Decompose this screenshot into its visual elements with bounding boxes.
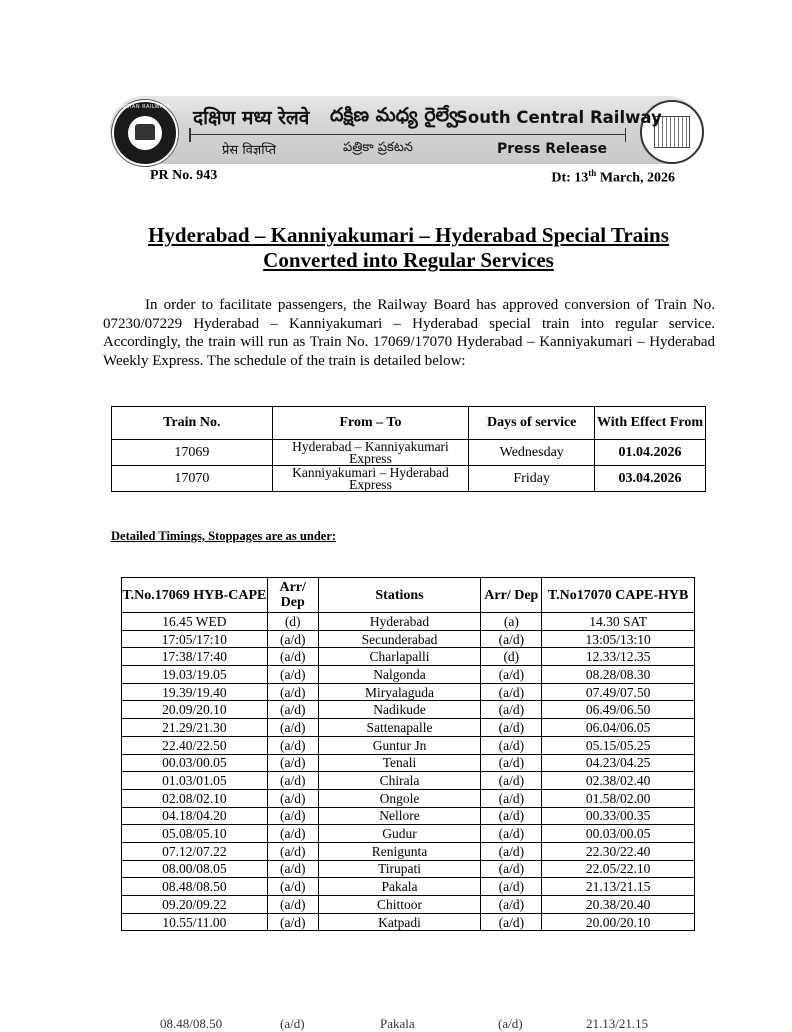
- telugu-railway-name: దక్షిణ మధ్య రైల్వే: [330, 104, 458, 126]
- up-arr-dep-cell: (a/d): [481, 736, 542, 754]
- table-row: [122, 613, 695, 631]
- table-row: [122, 630, 695, 648]
- down-arr-dep-cell: (a/d): [267, 807, 318, 825]
- down-time-cell: 02.08/02.10: [122, 789, 268, 807]
- up-arr-dep-cell: (a/d): [481, 630, 542, 648]
- table-row: [122, 701, 695, 719]
- down-arr-dep-cell: (a/d): [267, 860, 318, 878]
- up-time-cell: 07.49/07.50: [542, 683, 695, 701]
- station-cell: Miryalaguda: [318, 683, 481, 701]
- station-cell: Charlapalli: [318, 648, 481, 666]
- up-time-cell: 04.23/04.25: [542, 754, 695, 772]
- header-from-to: From – To: [272, 407, 469, 440]
- up-arr-dep-cell: (a): [481, 613, 542, 631]
- header-down-train: T.No.17069 HYB-CAPE: [122, 578, 268, 613]
- down-time-cell: 10.55/11.00: [122, 913, 268, 931]
- telugu-press-release: పత్రికా ప్రకటన: [343, 140, 414, 155]
- table-row: [112, 440, 706, 466]
- down-arr-dep-cell: (d): [267, 613, 318, 631]
- station-cell: Pakala: [318, 878, 481, 896]
- down-time-cell: 08.00/08.05: [122, 860, 268, 878]
- timings-table-header: [122, 578, 695, 613]
- cutoff-text: Pakala: [380, 1016, 415, 1031]
- header-effect-from: With Effect From: [595, 407, 706, 440]
- from-to-cell: Hyderabad – Kanniyakumari Express: [272, 440, 469, 466]
- down-arr-dep-cell: (a/d): [267, 736, 318, 754]
- up-time-cell: 01.58/02.00: [542, 789, 695, 807]
- hindi-railway-name: दक्षिण मध्य रेलवे: [193, 107, 310, 129]
- table-row: [122, 666, 695, 684]
- station-cell: Renigunta: [318, 842, 481, 860]
- up-time-cell: 21.13/21.15: [542, 878, 695, 896]
- down-arr-dep-cell: (a/d): [267, 825, 318, 843]
- up-arr-dep-cell: (a/d): [481, 807, 542, 825]
- cutoff-text: (a/d): [498, 1016, 523, 1031]
- table-row: [122, 754, 695, 772]
- down-time-cell: 07.12/07.22: [122, 842, 268, 860]
- up-time-cell: 06.49/06.50: [542, 701, 695, 719]
- timings-heading: Detailed Timings, Stoppages are as under:: [111, 529, 337, 543]
- header-arr-dep-up: Arr/ Dep: [481, 578, 542, 613]
- press-release-number: PR No. 943: [150, 168, 218, 183]
- station-cell: Chirala: [318, 772, 481, 790]
- up-arr-dep-cell: (a/d): [481, 666, 542, 684]
- down-time-cell: 19.03/19.05: [122, 666, 268, 684]
- station-cell: Nadikude: [318, 701, 481, 719]
- station-cell: Secunderabad: [318, 630, 481, 648]
- press-release-date: Dt: 13th March, 2026: [551, 168, 675, 186]
- table-row: [112, 466, 706, 492]
- header-train-no: Train No.: [112, 407, 273, 440]
- up-time-cell: 05.15/05.25: [542, 736, 695, 754]
- table-row: [122, 648, 695, 666]
- down-arr-dep-cell: (a/d): [267, 842, 318, 860]
- up-time-cell: 02.38/02.40: [542, 772, 695, 790]
- down-time-cell: 20.09/20.10: [122, 701, 268, 719]
- up-arr-dep-cell: (a/d): [481, 719, 542, 737]
- timings-table: [121, 577, 695, 931]
- up-arr-dep-cell: (a/d): [481, 842, 542, 860]
- station-cell: Sattenapalle: [318, 719, 481, 737]
- up-time-cell: 12.33/12.35: [542, 648, 695, 666]
- down-arr-dep-cell: (a/d): [267, 701, 318, 719]
- station-cell: Nalgonda: [318, 666, 481, 684]
- up-arr-dep-cell: (a/d): [481, 772, 542, 790]
- indian-railways-logo-icon: [112, 100, 178, 166]
- table-row: [122, 807, 695, 825]
- up-arr-dep-cell: (a/d): [481, 825, 542, 843]
- table-row: [122, 860, 695, 878]
- station-cell: Tenali: [318, 754, 481, 772]
- up-arr-dep-cell: (d): [481, 648, 542, 666]
- station-cell: Nellore: [318, 807, 481, 825]
- banner-divider: [190, 134, 625, 135]
- station-cell: Gudur: [318, 825, 481, 843]
- days-cell: Friday: [469, 466, 595, 492]
- down-arr-dep-cell: (a/d): [267, 878, 318, 896]
- up-time-cell: 22.30/22.40: [542, 842, 695, 860]
- up-arr-dep-cell: (a/d): [481, 860, 542, 878]
- down-time-cell: 00.03/00.05: [122, 754, 268, 772]
- down-time-cell: 16.45 WED: [122, 613, 268, 631]
- header-arr-dep-down: Arr/ Dep: [267, 578, 318, 613]
- table-row: [122, 736, 695, 754]
- header-days: Days of service: [469, 407, 595, 440]
- header-up-train: T.No17070 CAPE-HYB: [542, 578, 695, 613]
- station-cell: Tirupati: [318, 860, 481, 878]
- service-table: [111, 406, 706, 492]
- cutoff-text: 21.13/21.15: [586, 1016, 649, 1031]
- down-arr-dep-cell: (a/d): [267, 666, 318, 684]
- down-arr-dep-cell: (a/d): [267, 772, 318, 790]
- body-paragraph: In order to facilitate passengers, the Railway Board has approved conversion of Train No. 07230/07229 Hyderabad – Kanniyakumari – Hyderabad special train into regular service. Accordingly, the train will run as Train No. 17069/17070 Hyderabad – Kanniyakumari – Hyderabad Weekly Express. The schedule of the train is detailed below:: [103, 297, 715, 369]
- station-cell: Chittoor: [318, 896, 481, 914]
- from-to-cell: Kanniyakumari – Hyderabad Express: [272, 466, 469, 492]
- up-time-cell: 20.00/20.10: [542, 913, 695, 931]
- down-arr-dep-cell: (a/d): [267, 789, 318, 807]
- down-arr-dep-cell: (a/d): [267, 913, 318, 931]
- up-time-cell: 00.03/00.05: [542, 825, 695, 843]
- table-row: [122, 825, 695, 843]
- service-table-header: [112, 407, 706, 440]
- table-row: [122, 683, 695, 701]
- down-arr-dep-cell: (a/d): [267, 754, 318, 772]
- down-arr-dep-cell: (a/d): [267, 648, 318, 666]
- cutoff-text: (a/d): [280, 1016, 305, 1031]
- english-railway-name: South Central Railway: [456, 108, 662, 127]
- down-time-cell: 21.29/21.30: [122, 719, 268, 737]
- table-row: [122, 896, 695, 914]
- up-time-cell: 22.05/22.10: [542, 860, 695, 878]
- up-time-cell: 14.30 SAT: [542, 613, 695, 631]
- down-time-cell: 05.08/05.10: [122, 825, 268, 843]
- effect-from-cell: 03.04.2026: [595, 466, 706, 492]
- down-time-cell: 22.40/22.50: [122, 736, 268, 754]
- down-arr-dep-cell: (a/d): [267, 719, 318, 737]
- up-arr-dep-cell: (a/d): [481, 896, 542, 914]
- down-time-cell: 19.39/19.40: [122, 683, 268, 701]
- station-cell: Katpadi: [318, 913, 481, 931]
- cutoff-text: 08.48/08.50: [160, 1016, 223, 1031]
- up-arr-dep-cell: (a/d): [481, 913, 542, 931]
- table-row: [122, 789, 695, 807]
- up-time-cell: 20.38/20.40: [542, 896, 695, 914]
- up-time-cell: 06.04/06.05: [542, 719, 695, 737]
- table-row: [122, 719, 695, 737]
- up-arr-dep-cell: (a/d): [481, 789, 542, 807]
- down-time-cell: 04.18/04.20: [122, 807, 268, 825]
- down-time-cell: 17:05/17:10: [122, 630, 268, 648]
- up-arr-dep-cell: (a/d): [481, 878, 542, 896]
- station-cell: Ongole: [318, 789, 481, 807]
- train-no-cell: 17070: [112, 466, 273, 492]
- down-time-cell: 08.48/08.50: [122, 878, 268, 896]
- down-time-cell: 01.03/01.05: [122, 772, 268, 790]
- hindi-press-release: प्रेस विज्ञप्ति: [222, 143, 277, 158]
- page-title-line1: Hyderabad – Kanniyakumari – Hyderabad Special Trains: [148, 223, 669, 247]
- up-time-cell: 08.28/08.30: [542, 666, 695, 684]
- up-arr-dep-cell: (a/d): [481, 701, 542, 719]
- down-time-cell: 17:38/17:40: [122, 648, 268, 666]
- days-cell: Wednesday: [469, 440, 595, 466]
- down-arr-dep-cell: (a/d): [267, 683, 318, 701]
- down-time-cell: 09.20/09.22: [122, 896, 268, 914]
- english-press-release: Press Release: [497, 141, 608, 157]
- effect-from-cell: 01.04.2026: [595, 440, 706, 466]
- logo-ring-text: INDIAN RAILWAYS: [119, 104, 171, 110]
- down-arr-dep-cell: (a/d): [267, 630, 318, 648]
- table-row: [122, 772, 695, 790]
- table-row: [122, 878, 695, 896]
- up-time-cell: 13:05/13:10: [542, 630, 695, 648]
- down-arr-dep-cell: (a/d): [267, 896, 318, 914]
- table-row: [122, 842, 695, 860]
- up-arr-dep-cell: (a/d): [481, 683, 542, 701]
- station-cell: Hyderabad: [318, 613, 481, 631]
- train-no-cell: 17069: [112, 440, 273, 466]
- table-row: [122, 913, 695, 931]
- station-cell: Guntur Jn: [318, 736, 481, 754]
- header-stations: Stations: [318, 578, 481, 613]
- page-title-line2: Converted into Regular Services: [263, 248, 554, 272]
- up-time-cell: 00.33/00.35: [542, 807, 695, 825]
- up-arr-dep-cell: (a/d): [481, 754, 542, 772]
